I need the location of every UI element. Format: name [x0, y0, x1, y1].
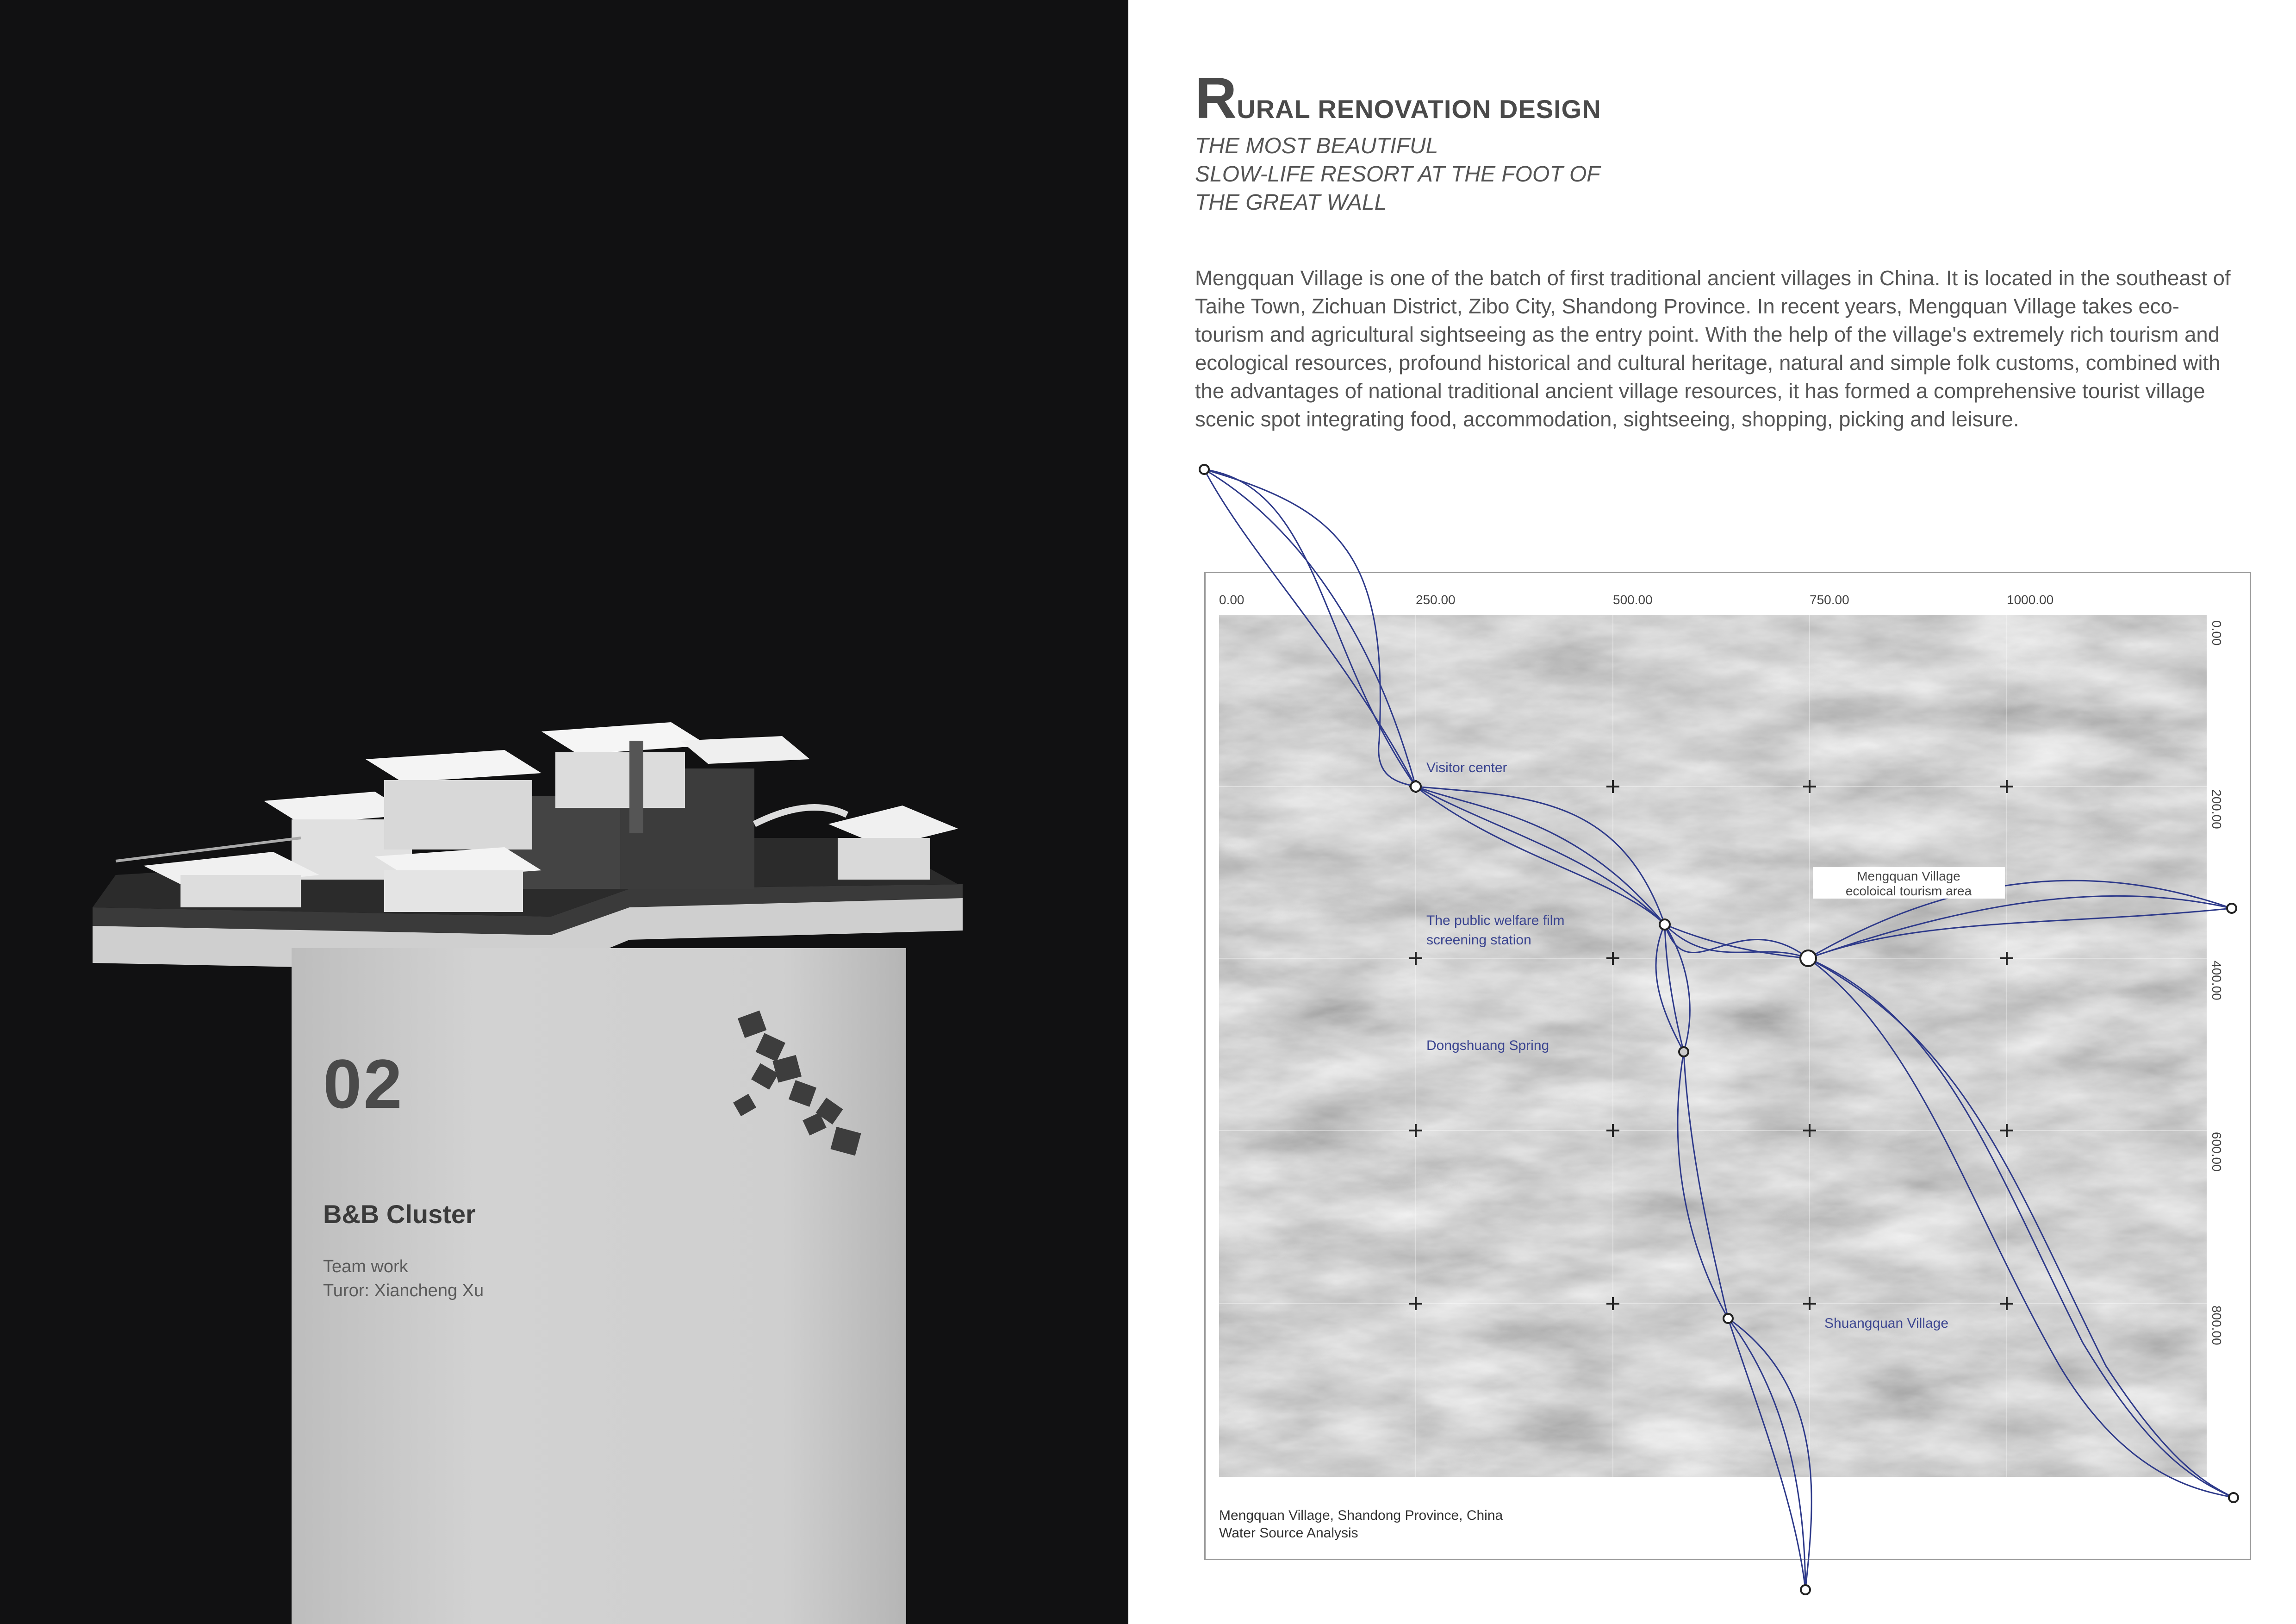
- node-start[interactable]: [1200, 465, 1209, 474]
- node-dongshuang-spring[interactable]: [1679, 1047, 1688, 1056]
- project-name: B&B Cluster: [323, 1199, 476, 1229]
- tutor-label: Turor: Xiancheng Xu: [323, 1281, 484, 1300]
- mengquan-label-box: [1813, 867, 2005, 899]
- x-axis-ticks: [1219, 593, 2053, 607]
- subtitle-line: THE GREAT WALL: [1195, 190, 1387, 215]
- node-mengquan-village[interactable]: [1800, 950, 1816, 966]
- node-east[interactable]: [2227, 904, 2236, 913]
- x-tick: 500.00: [1613, 593, 1653, 607]
- x-tick: 250.00: [1416, 593, 1456, 607]
- label-mengquan-1: Mengquan Village: [1857, 869, 1960, 883]
- node-shuangquan-village[interactable]: [1724, 1314, 1733, 1323]
- subtitle-line: SLOW-LIFE RESORT AT THE FOOT OF: [1195, 162, 1600, 187]
- caption-title: Water Source Analysis: [1219, 1525, 1358, 1541]
- x-tick: 1000.00: [2007, 593, 2054, 607]
- subtitle-line: THE MOST BEAUTIFUL: [1195, 134, 1438, 158]
- label-shuangquan-village: Shuangquan Village: [1824, 1316, 1949, 1331]
- label-visitor-center: Visitor center: [1426, 760, 1507, 775]
- label-dongshuang-spring: Dongshuang Spring: [1426, 1038, 1549, 1053]
- node-film-station[interactable]: [1660, 919, 1670, 930]
- title-rest: URAL RENOVATION DESIGN: [1237, 94, 1601, 124]
- y-tick: 0.00: [2209, 620, 2224, 646]
- y-tick: 200.00: [2209, 789, 2224, 829]
- caption-location: Mengquan Village, Shandong Province, China: [1219, 1508, 1503, 1523]
- label-film-station-2: screening station: [1426, 932, 1531, 948]
- y-tick: 800.00: [2209, 1305, 2224, 1345]
- team-label: Team work: [323, 1257, 408, 1276]
- y-axis-ticks: [2209, 620, 2224, 1345]
- x-tick: 750.00: [1810, 593, 1849, 607]
- y-tick: 400.00: [2209, 961, 2224, 1000]
- x-tick: 0.00: [1219, 593, 1244, 607]
- label-film-station: The public welfare film: [1426, 913, 1565, 928]
- project-number: 02: [323, 1045, 404, 1123]
- node-visitor-center[interactable]: [1411, 781, 1421, 792]
- label-mengquan-2: ecoloical tourism area: [1845, 884, 1972, 898]
- description-paragraph: Mengquan Village is one of the batch of first traditional ancient villages in China. It is located in the southeast of Taihe Town, Zichuan District, Zibo City, Shandong Province. In recent years, Mengquan Village takes eco-tourism and agricultural sightseeing as the entry point. With the help of the village's extremely rich tourism and ecological resources, profound historical and cultural heritage, natural and simple folk customs, combined with the advantages of national traditional ancient village resources, it has formed a comprehensive tourist village scenic spot integrating food, accommodation, sightseeing, shopping, picking and leisure.: [1195, 266, 2231, 431]
- node-southeast[interactable]: [2229, 1493, 2238, 1502]
- node-south[interactable]: [1801, 1585, 1810, 1594]
- y-tick: 600.00: [2209, 1132, 2224, 1172]
- title-initial: R: [1195, 66, 1237, 131]
